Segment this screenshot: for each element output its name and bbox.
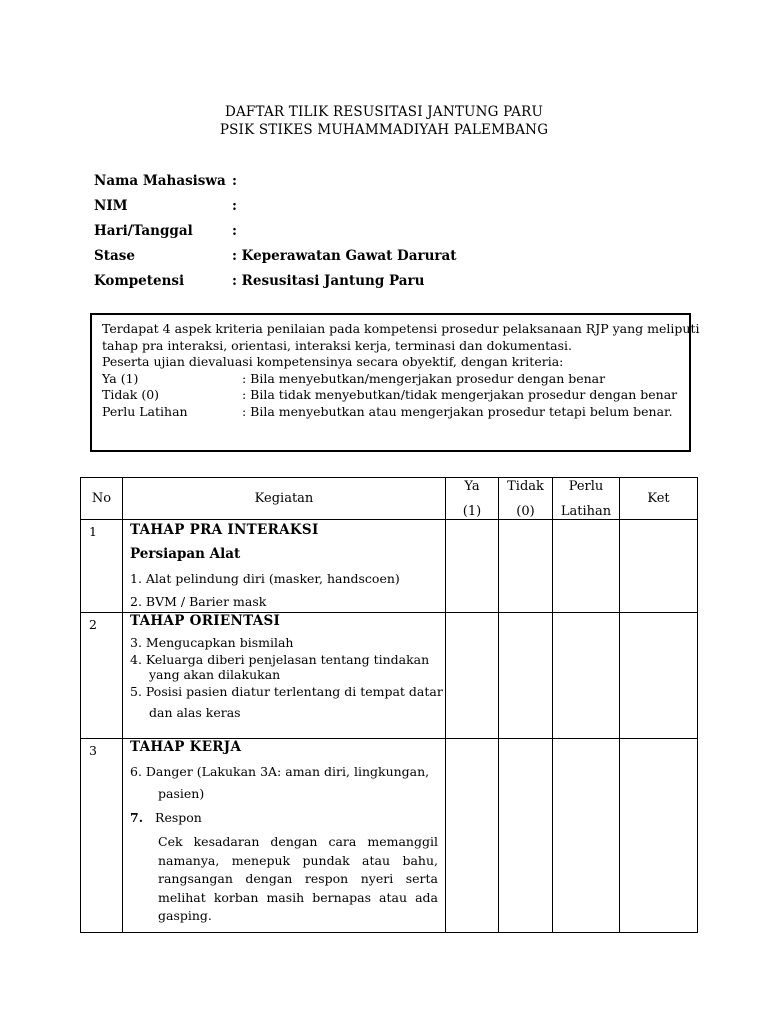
section-title: TAHAP PRA INTERAKSI [130, 522, 319, 538]
list-item [130, 810, 438, 825]
info-value: : [232, 223, 237, 239]
criteria-key: Perlu Latihan [102, 403, 188, 419]
list-item: 3. Mengucapkan bismilah [130, 635, 294, 650]
criteria-text: tahap pra interaksi, orientasi, interaksi kerja, terminasi dan dokumentasi. [102, 337, 572, 353]
list-item: 4. Keluarga diberi penjelasan tentang tindakan [130, 652, 430, 667]
cell-tidak[interactable] [499, 739, 553, 933]
list-item: 5. Posisi pasien diatur terlentang di tempat datar [130, 684, 443, 699]
criteria-value: : Bila tidak menyebutkan/tidak mengerjakan prosedur dengan benar [242, 387, 678, 402]
criteria-text: Peserta ujian dievaluasi kompetensinya secara obyektif, dengan kriteria: [102, 354, 564, 369]
cell-ket[interactable] [620, 520, 698, 613]
criteria-value: : Bila menyebutkan atau mengerjakan prosedur tetapi belum benar. [242, 403, 673, 419]
checklist-table [80, 477, 698, 933]
row-kegiatan [123, 613, 446, 739]
cell-ya[interactable] [446, 520, 499, 613]
info-label: NIM [94, 198, 128, 214]
item-label: Respon [155, 810, 202, 825]
header-ya [446, 478, 499, 520]
row-kegiatan [123, 739, 446, 933]
header-tidak-label: Tidak [507, 478, 544, 494]
info-label: Nama Mahasiswa [94, 173, 226, 189]
item-description: Cek kesadaran dengan cara memanggil namanya, menepuk pundak atau bahu, rangsangan dengan respon nyeri serta melihat korban masih bernapas atau ada gasping. [158, 834, 438, 923]
header-ya-score: (1) [462, 503, 482, 519]
criteria-row-tidak [102, 387, 679, 404]
table-row [81, 613, 698, 739]
row-number: 3 [81, 739, 123, 933]
header-no: No [81, 478, 123, 520]
list-item: 2. BVM / Barier mask [130, 594, 267, 609]
criteria-key: Tidak (0) [102, 387, 160, 402]
header-tidak [499, 478, 553, 520]
info-value: : Keperawatan Gawat Darurat [232, 248, 457, 264]
section-title: TAHAP KERJA [130, 739, 242, 755]
criteria-key: Ya (1) [102, 370, 139, 386]
document-title: DAFTAR TILIK RESUSITASI JANTUNG PARU [224, 104, 544, 120]
header-ket: Ket [620, 478, 698, 520]
criteria-row-ya [102, 371, 679, 388]
row-number: 2 [81, 613, 123, 739]
info-label: Stase [94, 248, 135, 264]
criteria-value: : Bila menyebutkan/mengerjakan prosedur dengan benar [242, 370, 606, 386]
header-ya-label: Ya [464, 478, 480, 494]
header-kegiatan: Kegiatan [123, 478, 446, 520]
criteria-box [90, 313, 700, 452]
info-value: : [232, 173, 237, 189]
header-perlu-label: Perlu [568, 478, 604, 494]
cell-perlu-latihan[interactable] [553, 613, 620, 739]
header-perlu-latihan [553, 478, 620, 520]
table-header-row [81, 478, 698, 520]
cell-ya[interactable] [446, 613, 499, 739]
cell-perlu-latihan[interactable] [553, 739, 620, 933]
row-kegiatan [123, 520, 446, 613]
cell-perlu-latihan[interactable] [553, 520, 620, 613]
table-row [81, 739, 698, 933]
header-latihan-label: Latihan [560, 503, 612, 519]
table-row [81, 520, 698, 613]
cell-ket[interactable] [620, 739, 698, 933]
list-item: 1. Alat pelindung diri (masker, handscoen) [130, 571, 400, 586]
cell-ket[interactable] [620, 613, 698, 739]
header-tidak-score: (0) [516, 503, 535, 519]
document-subtitle: PSIK STIKES MUHAMMADIYAH PALEMBANG [219, 122, 549, 138]
list-item: yang akan dilakukan [149, 667, 281, 682]
row-number: 1 [81, 520, 123, 613]
list-item: dan alas keras [149, 705, 241, 720]
criteria-text: Terdapat 4 aspek kriteria penilaian pada kompetensi prosedur pelaksanaan RJP yang meliputi [102, 321, 700, 336]
item-number: 7. [130, 810, 144, 825]
cell-tidak[interactable] [499, 613, 553, 739]
info-value: : Resusitasi Jantung Paru [232, 273, 425, 289]
list-item: pasien) [158, 786, 205, 801]
section-subtitle: Persiapan Alat [130, 546, 241, 562]
section-title: TAHAP ORIENTASI [130, 613, 281, 629]
info-label: Hari/Tanggal [94, 223, 193, 239]
info-value: : [232, 198, 237, 214]
list-item: 6. Danger (Lakukan 3A: aman diri, lingkungan, [130, 764, 430, 779]
cell-ya[interactable] [446, 739, 499, 933]
criteria-row-perlu-latihan [102, 404, 679, 421]
cell-tidak[interactable] [499, 520, 553, 613]
info-label: Kompetensi [94, 273, 185, 289]
